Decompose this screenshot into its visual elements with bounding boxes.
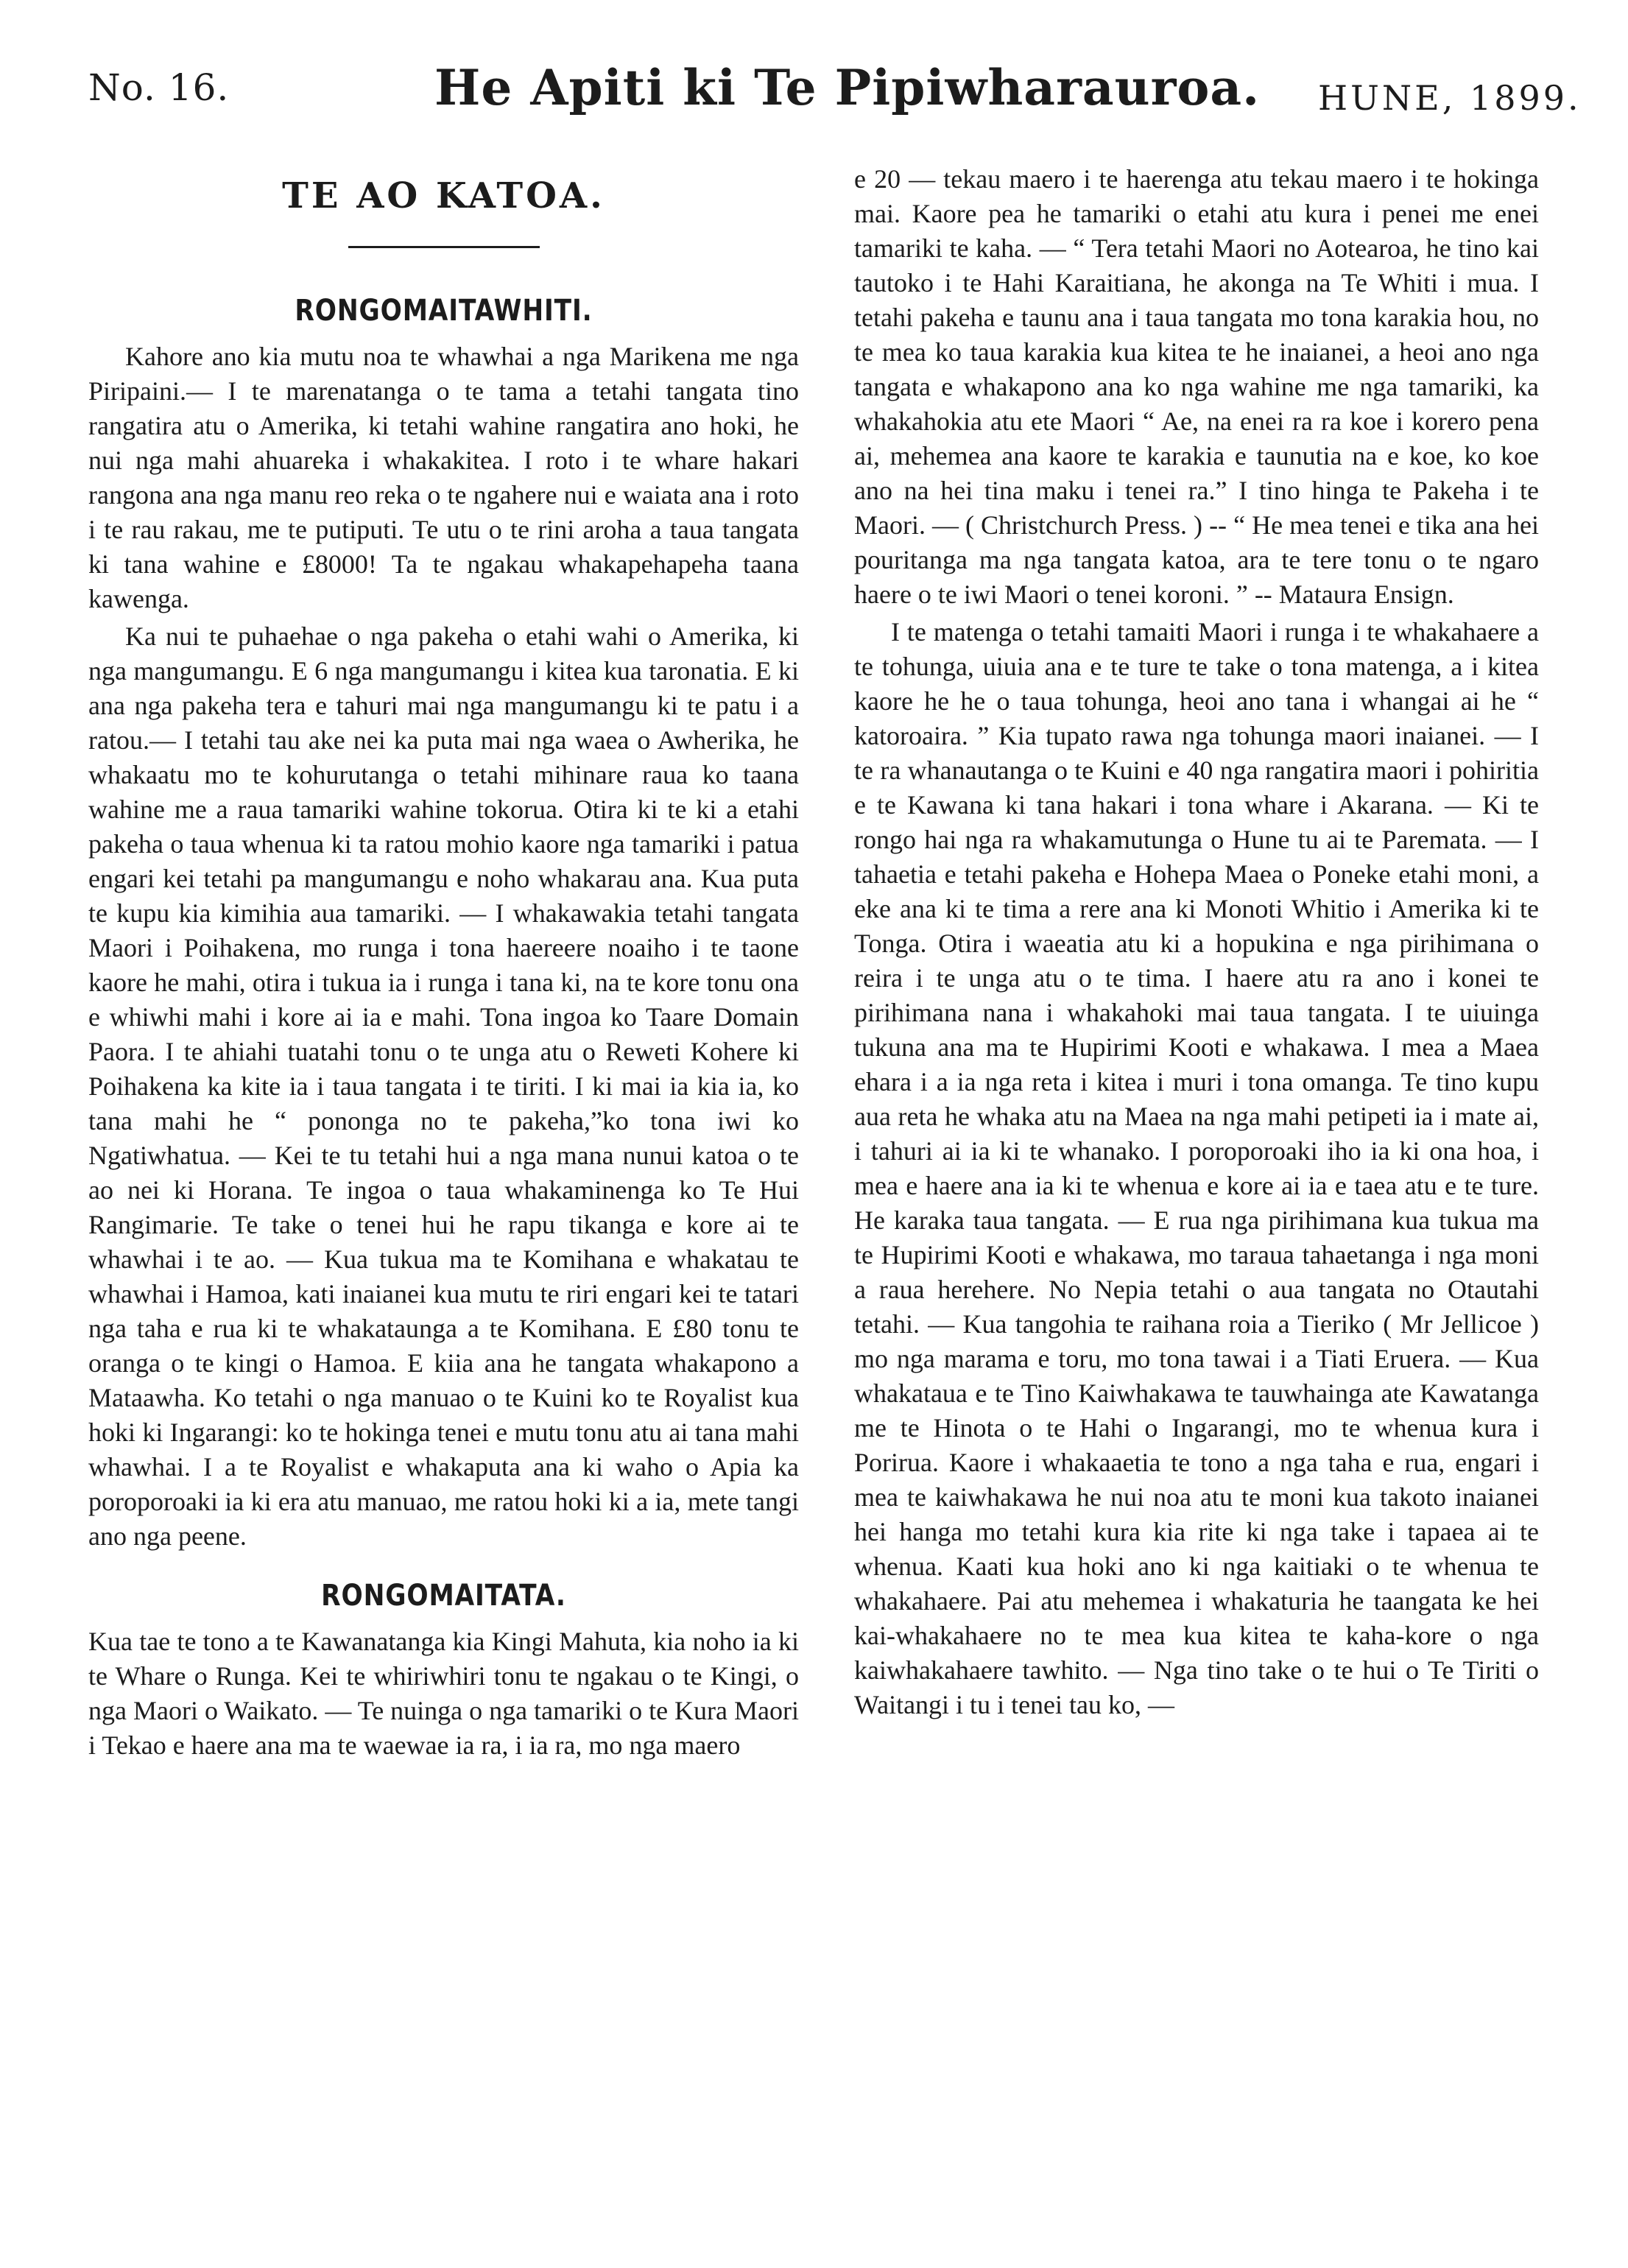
issue-number: No. 16.: [88, 66, 230, 109]
newspaper-title: He Apiti ki Te Pipiwharauroa.: [434, 59, 1261, 116]
article-paragraph: Kahore ano kia mutu noa te whawhai a nga Marikena me nga Piripaini.— I te marenatanga o te tama a tetahi tangata tino rangatira atu o Amerika, ki tetahi wahine rangatira ano hoki, he nui nga mahi ahuareka i whakakitea. I roto i te whare hakari rangona ana nga manu reo reka o te ngahere nui e waiata ana i roto i te rau rakau, me te putiputi. Te utu o te rini aroha a taua tangata ki tana wahine e £8000! Ta te ngakau whakapehapeha taana kawenga.: [88, 342, 799, 613]
left-column: [88, 162, 799, 1766]
article-paragraph: Kua tae te tono a te Kawanatanga kia Kingi Mahuta, kia noho ia ki te Whare o Runga. Kei te whiriwhiri tonu te ngakau o te Kingi, o nga Maori o Waikato. — Te nuinga o nga tamariki o te Kura Maori i Tekao e haere ana ma te waewae ia ra, i ia ra, mo nga maero: [88, 1627, 800, 1760]
section-spacer: [88, 1557, 799, 1579]
article-paragraph: Ka nui te puhaehae o nga pakeha o etahi wahi o Amerika, ki nga mangumangu. E 6 nga mangumangu i kitea kua taronatia. E ki ana nga pakeha tera e tahuri mai nga mangumangu ki te patu i a ratou.— I tetahi tau ake nei ka puta mai nga waea o Awherika, he whakaatu mo te kohurutanga o tetahi mihinare raua ko taana wahine me a raua tamariki wahine tokorua. Otira ki te ki a etahi pakeha o taua whenua ki ta ratou mohio kaore nga tamariki i patua engari kei tetahi pa mangumangu e noho whakarau ana. Kua puta te kupu kia kimihia aua tamariki. — I whakawakia tetahi tangata Maori i Poihakena, mo runga i tona haereere noaiho i te taone kaore he mahi, otira i tukua ia i runga i tana ki, na te kore tonu ona e whiwhi mahi i kore ai ia e mahi. Tona ingoa ko Taare Domain Paora. I te ahiahi tuatahi tonu o te unga atu o Reweti Kohere ki Poihakena ka kite ia i taua tangata i te tiriti. I ki mai ia kia ia, ko tana mahi he “ pononga no te pakeha,”ko tona iwi ko Ngatiwhatua. — Kei te tu tetahi hui a nga mana nunui katoa o te ao nei ki Horana. Te ingoa o taua whakaminenga ko Te Hui Rangimarie. Te take o tenei hui he rapu tikanga e kore ai te whawhai i te ao. — Kua tukua ma te Komihana e whakatau te whawhai i Hamoa, kati inaianei kua mutu te riri engari kei te tatari nga taha e rua ki te whakataunga a te Komihana. E £80 tonu te oranga o te kingi o Hamoa. E kiia ana he tangata whakapono a Mataawha. Ko tetahi o nga manuao o te Kuini ko te Royalist kua hoki ki Ingarangi: ko te hokinga tenei e mutu tonu atu ai tana mahi whawhai. I a te Royalist e whakaputa ana ki waho o Apia ka poroporoaki ia ki era atu manuao, me ratou hoki ki a ia, mete tangi ano nga peene.: [88, 621, 799, 1551]
issue-date: HUNE, 1899.: [1318, 78, 1582, 118]
main-heading: TE AO KATOA.: [282, 175, 605, 216]
section-heading-rongomaitawhiti: RONGOMAITAWHITI.: [295, 294, 593, 328]
heading-divider: [348, 246, 540, 248]
article-paragraph: e 20 — tekau maero i te haerenga atu tekau maero i te hokinga mai. Kaore pea he tamariki o etahi atu kura i penei me enei tamariki te kaha. — “ Tera tetahi Maori no Aotearoa, he tino kai tautoko i te Hahi Karaitiana, he akonga na Te Whiti i mua. I tetahi pakeha e taunu ana i taua tangata mo tona karakia hou, no te mea ko taua karakia kua kitea te he inaianei, a heoi ano nga tangata e whakapono ana ko nga wahine me nga tamariki, ka whakahokia atu ete Maori “ Ae, na enei ra ra koe i korero pena ai, mehemea ana kaore te karakia e taunutia na e koe, ko koe ano na hei tina maku i tenei ra.” I tino hinga te Pakeha i te Maori. — ( Christchurch Press. ) -- “ He mea tenei e tika ana hei pouritanga ma nga tangata katoa, ara te tere tonu o te ngaro haere o te iwi Maori o tenei koroni. ” -- Mataura Ensign.: [854, 164, 1539, 609]
section-heading-rongomaitata: RONGOMAITATA.: [321, 1579, 566, 1613]
right-column: [854, 162, 1539, 1725]
article-paragraph: I te matenga o tetahi tamaiti Maori i runga i te whakahaere a te tohunga, uiuia ana e te ture te take o tona matenga, a i kitea kaore he he o taua tohunga, heoi ano tana i whangai ai he “ katoroaira. ” Kia tupato rawa nga tohunga maori inaianei. — I te ra whanautanga o te Kuini e 40 nga rangatira maori i pohiritia e te Kawana ki tana hakari i tona whare i Akarana. — Ki te rongo hai nga ra whakamutunga o Hune tu ai te Paremata. — I tahaetia e tetahi pakeha e Hohepa Maea o Poneke etahi moni, a eke ana ki te tima a rere ana ki Monoti Whitio i Amerika ki te Tonga. Otira i waeatia atu ki a hopukina e nga pirihimana o reira i te unga atu o te tima. I haere atu ra ano i konei te pirihimana nana i whakahoki mai taua tangata. I te uiuinga tukuna ana ma te Hupirimi Kooti e whakawa. I mea a Maea ehara i a ia nga reta i kitea i muri i tona omanga. Te tino kupu aua reta he whaka atu na Maea na nga mahi petipeti ia i mate ai, i tahuri ai ia ki te whanako. I poroporoaki iho ia ki ona hoa, i mea e haere ana ia ki te whenua e kore ai ia e taea atu e te ture. He karaka taua tangata. — E rua nga pirihimana kua tukua ma te Hupirimi Kooti e whakawa, mo taraua tahaetanga i nga moni a raua herehere. No Nepia tetahi o aua tangata no Otautahi tetahi. — Kua tangohia te raihana roia a Tieriko ( Mr Jellicoe ) mo nga marama e toru, mo tona tawai i a Tiati Eruera. — Kua whakataua e te Tino Kaiwhakawa te tauwhainga ate Kawatanga me te Hinota o te Hahi o Ingarangi, mo te whenua kura i Porirua. Kaore i whakaaetia te tono a nga taha e rua, engari i mea te kaiwhakawa he nui noa atu te moni kua takoto inaianei hei hanga mo tetahi kura kia rite ki nga take i tapaea ai te whenua. Kaati kua hoki ano ki nga kaitiaki o te whenua te whakahaere. Pai atu mehemea i whakaturia he taangata ke hei kai-whakahaere no te mea kua kitea te kaha-kore o nga kaiwhakahaere tawhito. — Nga tino take o te hui o Te Tiriti o Waitangi i tu i tenei tau ko, —: [854, 617, 1539, 1719]
masthead: [0, 59, 1628, 147]
